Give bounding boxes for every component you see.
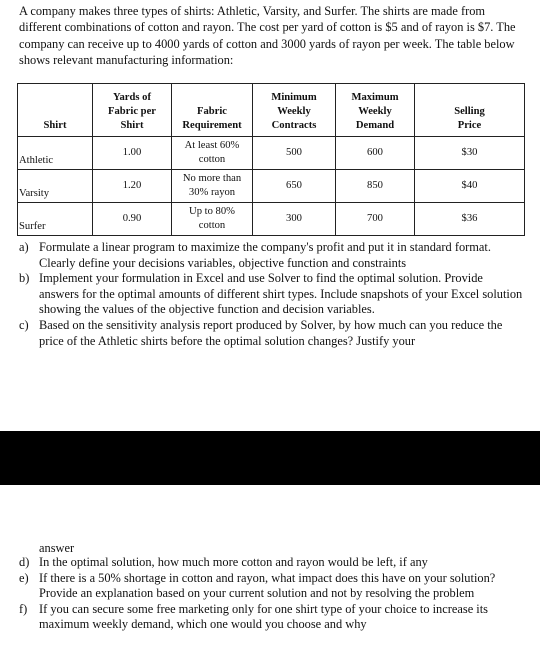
question-text: If there is a 50% shortage in cotton and rayon, what impact does this have on your solution? Provide an explanation based on your current solution and not by resolving the problem [39,570,496,601]
cell-fabric [172,170,253,203]
question-text: If you can secure some free marketing only for one shirt type of your choice to increase its maximum weekly demand, which one would you choose and why [39,601,488,632]
question-text: Implement your formulation in Excel and use Solver to find the optimal solution. Provide answers for the optimal amounts of different shirt types. Include snapshots of your Excel solution showing the values of the objective function and decision variables. [39,271,523,317]
header-fabric [172,84,253,137]
question-item [19,240,524,271]
cell-price: $40 [415,170,525,203]
cell-yards: 1.20 [93,170,172,203]
question-label: f) [19,601,28,616]
cell-shirt: Athletic [18,137,93,170]
cell-fabric-text: No more than 30% rayon [182,173,242,198]
answer-word: answer [39,541,75,555]
question-item [19,555,524,571]
cell-fabric-text: At least 60% cotton [184,140,240,165]
header-min [253,84,336,137]
question-text: Based on the sensitivity analysis report produced by Solver, by how much can you reduce the price of the Athletic shirts before the optimal solution changes? Justify your [39,317,503,348]
cell-max: 700 [336,203,415,236]
cell-fabric-text: Up to 80% cotton [189,206,235,231]
header-max-label: Maximum Weekly Demand [351,92,399,131]
header-price-label: Selling Price [454,106,485,131]
cell-min: 650 [253,170,336,203]
cell-shirt: Surfer [18,203,93,236]
header-price [415,84,525,137]
cell-price: $30 [415,137,525,170]
table-header-row [18,84,525,137]
cell-max: 600 [336,137,415,170]
question-label: c) [19,317,29,332]
questions-list-top [19,240,524,349]
question-label: d) [19,555,30,569]
question-item [19,571,524,602]
question-label: e) [19,570,29,585]
cell-price: $36 [415,203,525,236]
header-fabric-label: Fabric Requirement [182,106,242,131]
question-item [19,271,524,318]
manufacturing-table [17,83,525,236]
header-shirt: Shirt [18,84,93,137]
questions-list-bottom [19,555,524,633]
problem-intro: A company makes three types of shirts: Athletic, Varsity, and Surfer. The shirts are made from different combinations of cotton and rayon. The cost per yard of cotton is $5 and of rayon is $7. The company can receive up to 4000 yards of cotton and 3000 yards of rayon per week. The table below shows relevant manufacturing information: [19,4,516,67]
question-text: Formulate a linear program to maximize the company's profit and put it in standard format. Clearly define your decisions variables, objective function and constraints [39,240,491,270]
table-row [18,137,525,170]
question-text: In the optimal solution, how much more cotton and rayon would be left, if any [39,555,428,569]
cell-fabric [172,203,253,236]
header-max [336,84,415,137]
cell-max: 850 [336,170,415,203]
table-row [18,203,525,236]
header-min-label: Minimum Weekly Contracts [271,92,317,131]
header-yards [93,84,172,137]
table-row [18,170,525,203]
cell-fabric [172,137,253,170]
question-item [19,318,524,349]
redaction-bar [0,431,540,485]
cell-shirt: Varsity [18,170,93,203]
cell-min: 300 [253,203,336,236]
question-label: b) [19,271,30,286]
cell-min: 500 [253,137,336,170]
cell-yards: 0.90 [93,203,172,236]
header-yards-label: Yards of Fabric per Shirt [108,92,156,131]
question-item [19,602,524,633]
cell-yards: 1.00 [93,137,172,170]
question-label: a) [19,240,29,254]
